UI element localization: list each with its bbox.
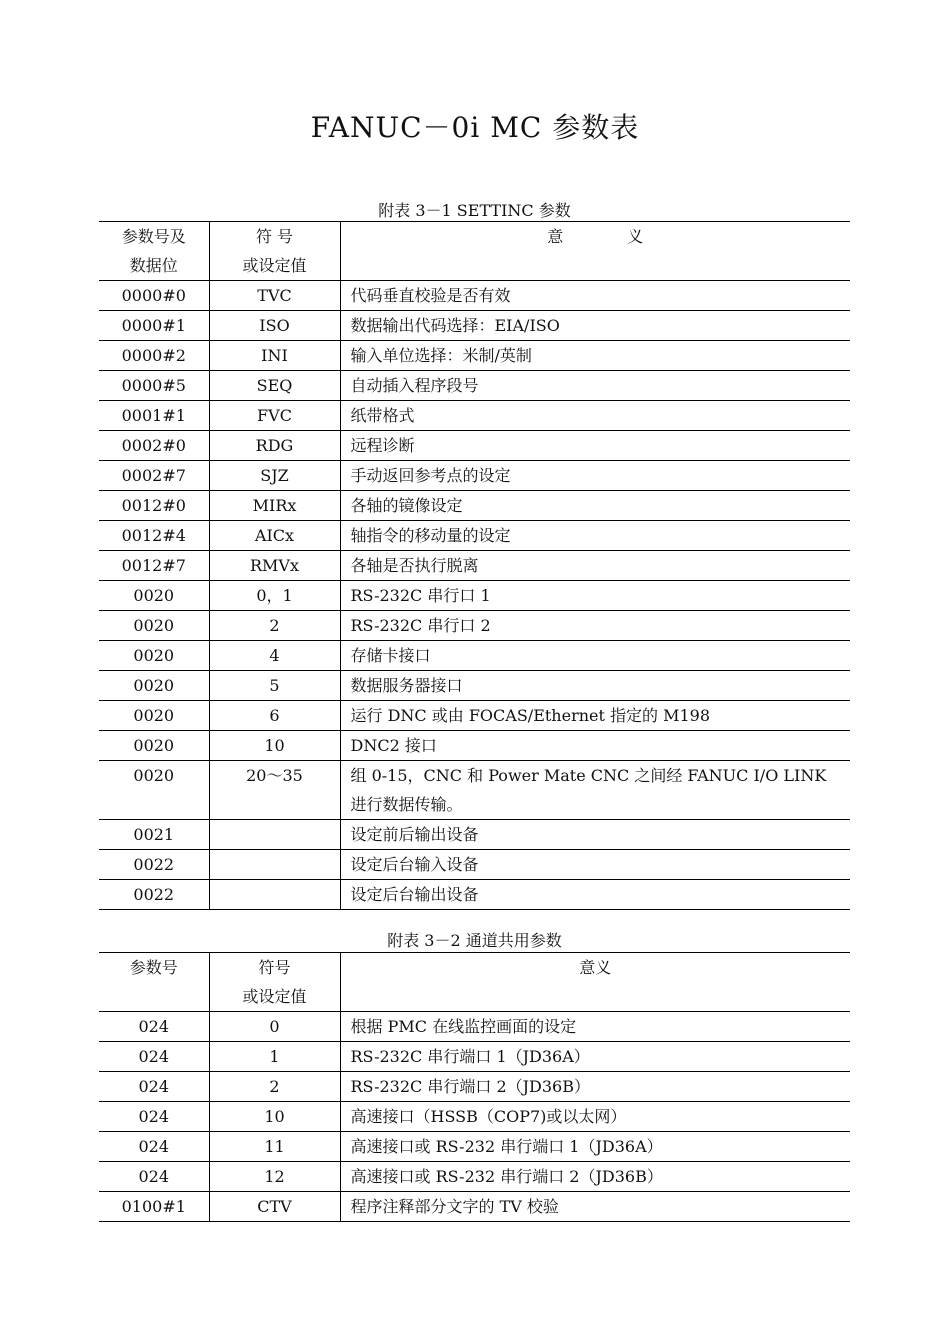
table-row <box>99 701 850 731</box>
cell-meaning: DNC2 接口 <box>340 731 850 761</box>
table-row <box>99 401 850 431</box>
cell-param-number: 0000#2 <box>99 341 209 371</box>
cell-symbol: 4 <box>209 641 340 671</box>
cell-param-number: 024 <box>99 1012 209 1042</box>
header-symbol <box>209 953 340 1012</box>
table-row <box>99 1192 850 1222</box>
header-symbol-line2: 或设定值 <box>242 256 307 275</box>
cell-meaning: RS-232C 串行口 1 <box>340 581 850 611</box>
cell-symbol: MIRx <box>209 491 340 521</box>
cell-symbol: 6 <box>209 701 340 731</box>
cell-meaning: 轴指令的移动量的设定 <box>340 521 850 551</box>
cell-symbol: INI <box>209 341 340 371</box>
table-row <box>99 641 850 671</box>
cell-symbol: 12 <box>209 1162 340 1192</box>
table-row <box>99 671 850 701</box>
cell-param-number: 0020 <box>99 731 209 761</box>
cell-param-number: 0000#1 <box>99 311 209 341</box>
header-param-number <box>99 953 209 1012</box>
table-row <box>99 311 850 341</box>
cell-symbol: 11 <box>209 1132 340 1162</box>
cell-symbol: TVC <box>209 281 340 311</box>
cell-param-number: 0000#5 <box>99 371 209 401</box>
channel-common-parameter-table <box>99 952 850 1222</box>
settinc-parameter-table <box>99 221 850 910</box>
header-param-number-line1: 参数号及 <box>121 227 186 246</box>
table-row <box>99 1162 850 1192</box>
cell-symbol: RMVx <box>209 551 340 581</box>
header-meaning: 意义 <box>340 953 850 1012</box>
header-param-number-line2: 数据位 <box>129 256 178 275</box>
cell-meaning: 纸带格式 <box>340 401 850 431</box>
cell-meaning: RS-232C 串行口 2 <box>340 611 850 641</box>
table-row <box>99 521 850 551</box>
cell-param-number: 0020 <box>99 761 209 820</box>
header-param-number <box>99 222 209 281</box>
cell-meaning: 自动插入程序段号 <box>340 371 850 401</box>
cell-symbol: SEQ <box>209 371 340 401</box>
cell-symbol: 10 <box>209 1102 340 1132</box>
cell-symbol <box>209 850 340 880</box>
cell-param-number: 024 <box>99 1102 209 1132</box>
table-row <box>99 731 850 761</box>
cell-param-number: 0020 <box>99 701 209 731</box>
cell-meaning: 组 0-15，CNC 和 Power Mate CNC 之间经 FANUC I/O LINK 进行数据传输。 <box>340 761 850 820</box>
cell-meaning: 数据服务器接口 <box>340 671 850 701</box>
cell-symbol: 0，1 <box>209 581 340 611</box>
cell-param-number: 024 <box>99 1072 209 1102</box>
cell-meaning: 数据输出代码选择：EIA/ISO <box>340 311 850 341</box>
cell-param-number: 0002#7 <box>99 461 209 491</box>
table-row <box>99 1012 850 1042</box>
cell-meaning: 高速接口（HSSB（COP7)或以太网） <box>340 1102 850 1132</box>
cell-meaning: 根据 PMC 在线监控画面的设定 <box>340 1012 850 1042</box>
cell-symbol <box>209 880 340 910</box>
cell-symbol: RDG <box>209 431 340 461</box>
cell-meaning: 程序注释部分文字的 TV 校验 <box>340 1192 850 1222</box>
table-header-row <box>99 953 850 1012</box>
cell-symbol: AICx <box>209 521 340 551</box>
cell-meaning: 设定后台输入设备 <box>340 850 850 880</box>
table-row <box>99 611 850 641</box>
header-symbol-line1: 符号 <box>258 958 291 977</box>
cell-param-number: 0022 <box>99 850 209 880</box>
cell-param-number: 0020 <box>99 641 209 671</box>
page-title: FANUC－0i MC 参数表 <box>310 111 640 144</box>
cell-param-number: 0100#1 <box>99 1192 209 1222</box>
table-row <box>99 491 850 521</box>
table-row <box>99 461 850 491</box>
cell-symbol: 20～35 <box>209 761 340 820</box>
cell-meaning: 运行 DNC 或由 FOCAS/Ethernet 指定的 M198 <box>340 701 850 731</box>
cell-meaning: 代码垂直校验是否有效 <box>340 281 850 311</box>
table-row <box>99 820 850 850</box>
cell-meaning: 设定后台输出设备 <box>340 880 850 910</box>
cell-param-number: 0020 <box>99 611 209 641</box>
cell-param-number: 0012#4 <box>99 521 209 551</box>
table-row <box>99 1072 850 1102</box>
table-row <box>99 850 850 880</box>
cell-meaning: 设定前后输出设备 <box>340 820 850 850</box>
cell-param-number: 0012#7 <box>99 551 209 581</box>
cell-param-number: 024 <box>99 1162 209 1192</box>
table-row <box>99 581 850 611</box>
cell-meaning: 手动返回参考点的设定 <box>340 461 850 491</box>
cell-meaning: 输入单位选择：米制/英制 <box>340 341 850 371</box>
cell-symbol: 2 <box>209 1072 340 1102</box>
cell-param-number: 0021 <box>99 820 209 850</box>
table-row <box>99 1042 850 1072</box>
table-row <box>99 431 850 461</box>
cell-meaning: 存储卡接口 <box>340 641 850 671</box>
table-row <box>99 371 850 401</box>
cell-symbol: ISO <box>209 311 340 341</box>
table-header-row <box>99 222 850 281</box>
cell-symbol: SJZ <box>209 461 340 491</box>
table1-caption: 附表 3－1 SETTINC 参数 <box>378 201 571 220</box>
table-row <box>99 551 850 581</box>
cell-symbol: 10 <box>209 731 340 761</box>
table-row <box>99 281 850 311</box>
cell-meaning: RS-232C 串行端口 1（JD36A） <box>340 1042 850 1072</box>
cell-symbol: CTV <box>209 1192 340 1222</box>
cell-param-number: 024 <box>99 1042 209 1072</box>
table-row <box>99 880 850 910</box>
cell-symbol: FVC <box>209 401 340 431</box>
cell-symbol: 0 <box>209 1012 340 1042</box>
cell-symbol <box>209 820 340 850</box>
header-meaning: 意 义 <box>340 222 850 281</box>
cell-param-number: 0020 <box>99 581 209 611</box>
header-symbol-line1: 符 号 <box>255 227 294 246</box>
table-row <box>99 341 850 371</box>
cell-param-number: 0001#1 <box>99 401 209 431</box>
table-row <box>99 1102 850 1132</box>
cell-meaning: 各轴是否执行脱离 <box>340 551 850 581</box>
table-row <box>99 761 850 820</box>
cell-param-number: 0022 <box>99 880 209 910</box>
cell-param-number: 024 <box>99 1132 209 1162</box>
table2-caption: 附表 3－2 通道共用参数 <box>387 931 562 950</box>
cell-meaning: 各轴的镜像设定 <box>340 491 850 521</box>
cell-meaning: 高速接口或 RS-232 串行端口 1（JD36A） <box>340 1132 850 1162</box>
header-symbol-line2: 或设定值 <box>242 987 307 1006</box>
table-row <box>99 1132 850 1162</box>
cell-meaning: 远程诊断 <box>340 431 850 461</box>
cell-meaning: RS-232C 串行端口 2（JD36B） <box>340 1072 850 1102</box>
cell-param-number: 0012#0 <box>99 491 209 521</box>
cell-symbol: 5 <box>209 671 340 701</box>
cell-meaning: 高速接口或 RS-232 串行端口 2（JD36B） <box>340 1162 850 1192</box>
cell-param-number: 0002#0 <box>99 431 209 461</box>
header-param-number-line1: 参数号 <box>129 958 178 977</box>
cell-param-number: 0000#0 <box>99 281 209 311</box>
cell-param-number: 0020 <box>99 671 209 701</box>
cell-symbol: 1 <box>209 1042 340 1072</box>
cell-symbol: 2 <box>209 611 340 641</box>
header-symbol <box>209 222 340 281</box>
